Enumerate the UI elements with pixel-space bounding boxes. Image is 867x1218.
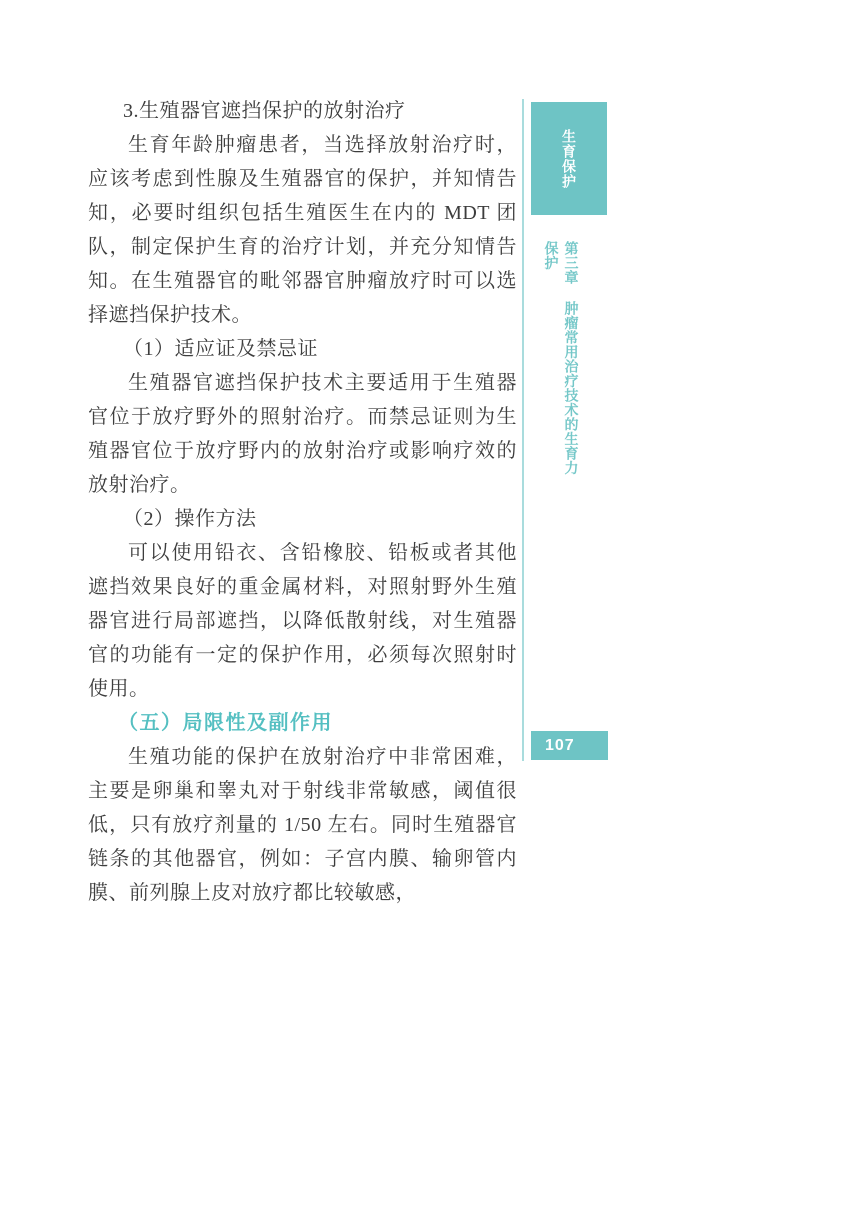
numbered-heading-3: 3.生殖器官遮挡保护的放射治疗: [123, 100, 406, 122]
page-number: 107: [545, 736, 575, 754]
paragraph: 可以使用铅衣、含铅橡胶、铅板或者其他遮挡效果良好的重金属材料，对照射野外生殖器官进行局部遮挡，以降低散射线，对生殖器官的功能有一定的保护作用，必须每次照射时使用。: [88, 542, 517, 700]
section-heading-limitations: （五）局限性及副作用: [118, 712, 333, 734]
sidebar-tab-label: 生育保护: [561, 128, 577, 189]
sub-heading-indications: （1）适应证及禁忌证: [123, 338, 318, 360]
chapter-number: 第三章: [563, 241, 580, 285]
page-number-badge: [531, 731, 608, 760]
main-text-column: [88, 94, 517, 910]
chapter-title: 肿瘤常用治疗技术的生育力保护: [543, 241, 580, 475]
sub-heading-method: （2）操作方法: [123, 508, 257, 530]
paragraph: 生殖功能的保护在放射治疗中非常困难，主要是卵巢和睾丸对于射线非常敏感，阈值很低，只有放疗剂量的 1/50 左右。同时生殖器官链条的其他器官，例如：子宫内膜、输卵管内膜、前列腺上皮对放疗都比较敏感，: [88, 746, 517, 904]
chapter-label-text: [542, 241, 582, 481]
sidebar-section-tab: [531, 102, 607, 215]
chapter-label: [524, 241, 599, 481]
paragraph: 生育年龄肿瘤患者，当选择放射治疗时，应该考虑到性腺及生殖器官的保护，并知情告知，必要时组织包括生殖医生在内的 MDT 团队，制定保护生育的治疗计划，并充分知情告知。在生殖器官的毗邻器官肿瘤放疗时可以选择遮挡保护技术。: [88, 134, 517, 326]
paragraph: 生殖器官遮挡保护技术主要适用于生殖器官位于放疗野外的照射治疗。而禁忌证则为生殖器官位于放疗野内的放射治疗或影响疗效的放射治疗。: [88, 372, 517, 496]
